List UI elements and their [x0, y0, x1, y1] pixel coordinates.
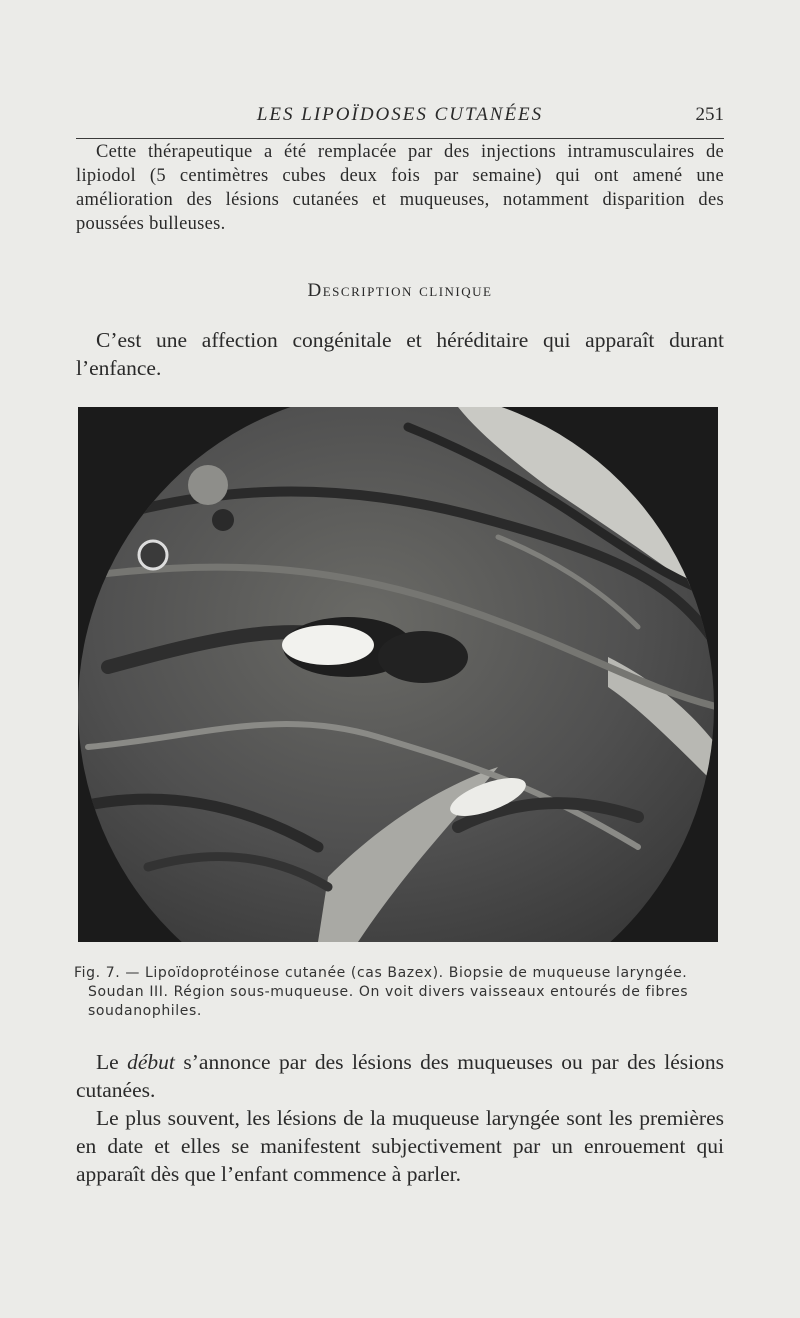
caption-line-1: Fig. 7. — Lipoïdoprotéinose cutanée (cas Bazex). Biopsie de muqueuse laryngée.: [74, 965, 688, 981]
onset-emphasis: début: [127, 1050, 175, 1074]
onset-suffix: s’annonce par des lésions des muqueuses ou par des lésions cutanées.: [76, 1050, 724, 1102]
paragraph-intro: C’est une affection congénitale et héréditaire qui apparaît durant l’enfance.: [76, 328, 724, 380]
running-title: LES LIPOÏDOSES CUTANÉES: [256, 104, 544, 125]
paragraph-therapy: Cette thérapeutique a été remplacée par des injections intramusculaires de lipiodol (5 centimètres cubes deux fois par semaine) qui ont amené une amélioration des lésions cutanées et muqueuses, notamment disparition des poussées bulleuses.: [76, 142, 724, 234]
paragraph-larynx: Le plus souvent, les lésions de la muqueuse laryngée sont les premières en date et elles se manifestent subjectivement par un enrouement qui apparaît dès que l’enfant commence à parler.: [76, 1106, 724, 1186]
page-number: 251: [695, 104, 724, 125]
running-header: [76, 98, 724, 139]
caption-line-2: Soudan III. Région sous-muqueuse. On voit divers vaisseaux entourés de fibres soudanophiles.: [88, 984, 689, 1019]
section-heading: Description clinique: [307, 280, 493, 301]
micrograph-image: [78, 407, 718, 942]
paragraph-onset: [76, 1048, 724, 1104]
micrograph-figure: [78, 407, 718, 942]
onset-prefix: Le: [96, 1050, 128, 1074]
figure-caption: [74, 964, 724, 1021]
